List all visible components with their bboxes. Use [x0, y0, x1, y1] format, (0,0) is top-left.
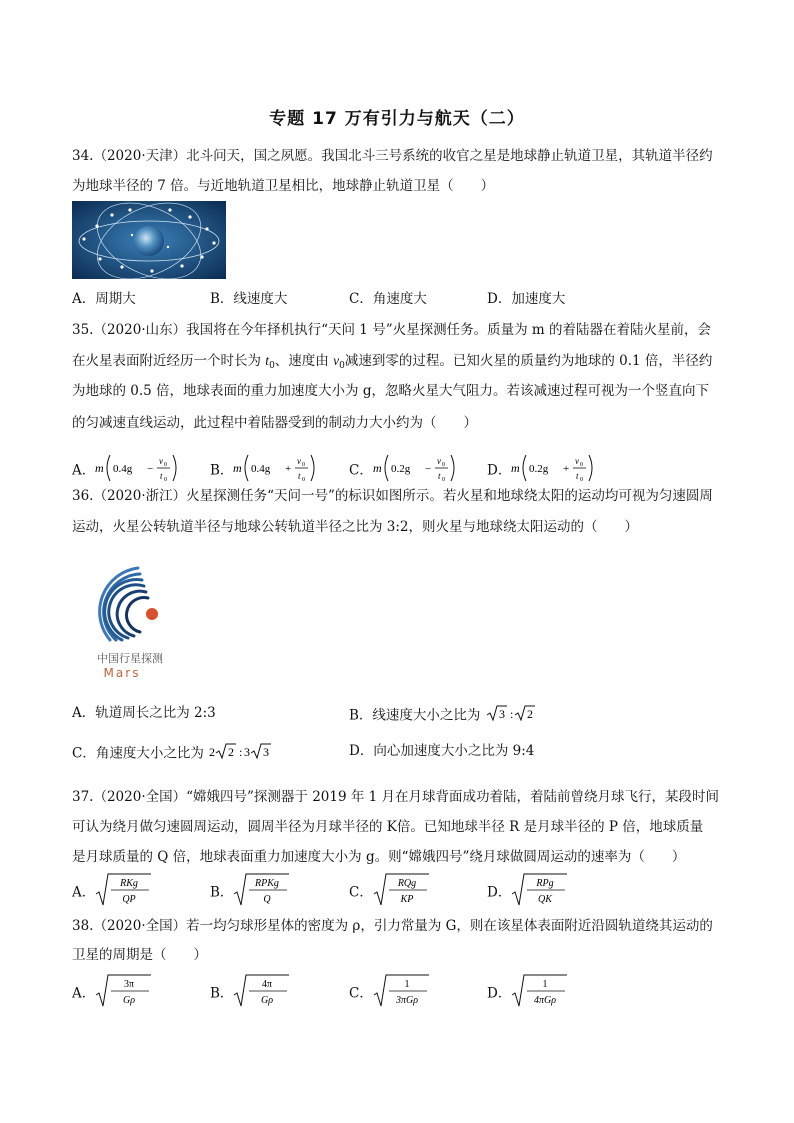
- q35-option-c[interactable]: [349, 451, 473, 491]
- q36-option-a[interactable]: A．轨道周长之比为 2:3: [72, 705, 216, 721]
- right-paren: [173, 455, 176, 481]
- q37-option-label: C．: [349, 884, 373, 901]
- q35-frac-num-sub: 0: [441, 462, 445, 468]
- q38-den: Gρ: [261, 995, 274, 1006]
- q34-line1: 34.（2020·天津）北斗问天，国之夙愿。我国北斗三号系统的收官之星是地球静止轨道卫星，其轨道半径约: [72, 148, 713, 164]
- q35-option-formula: [373, 451, 473, 491]
- q37-option-label: D．: [487, 884, 512, 901]
- q36-option-b[interactable]: [349, 703, 545, 729]
- q37-line3: 是月球质量的 Q 倍，地球表面重力加速度大小为 g。则“嫦娥四号”绕月球做圆周运动的速率为（ ）: [72, 849, 686, 865]
- q35-frac-den: t: [576, 471, 579, 481]
- q35-frac-den: t: [160, 471, 163, 481]
- q37-den: QP: [122, 894, 136, 905]
- q35-sign: +: [563, 463, 570, 475]
- left-paren: [245, 455, 248, 481]
- q38-option-label: C．: [349, 985, 373, 1002]
- q36-c-rad1: 2: [228, 745, 235, 759]
- q35-coef: 0.2g: [390, 463, 411, 475]
- right-paren: [311, 455, 314, 481]
- q38-num: 1: [404, 979, 410, 990]
- q35-option-formula: [95, 451, 195, 491]
- q35-coef: 0.4g: [251, 463, 271, 475]
- q38-option-c[interactable]: [349, 973, 435, 1015]
- satellite-orbit-figure: [72, 201, 226, 279]
- q35-frac-num: v: [297, 456, 302, 466]
- mars-icon: [146, 608, 158, 620]
- q35-option-label: B．: [210, 462, 234, 479]
- q35-coef: 0.4g: [113, 463, 133, 475]
- q35-line2: [72, 351, 722, 376]
- q35-t0-subscript: 0: [269, 361, 275, 371]
- q35-option-b[interactable]: [210, 451, 333, 491]
- q38-option-formula: [373, 973, 435, 1015]
- q38-num: 3π: [124, 979, 135, 990]
- q35-frac-num-sub: 0: [580, 462, 584, 468]
- q35-frac-num: v: [436, 456, 441, 466]
- q38-option-label: A．: [72, 985, 96, 1002]
- q35-line2-text-a: 在火星表面附近经历一个时长为: [72, 353, 266, 369]
- q37-num: RKg: [120, 878, 139, 889]
- q35-line2-text-b: 、速度由: [274, 353, 334, 369]
- q37-option-label: A．: [72, 884, 96, 901]
- q35-sign: +: [285, 463, 292, 475]
- q35-frac-num-sub: 0: [164, 462, 168, 468]
- q35-frac-den-sub: 0: [580, 477, 584, 483]
- q35-frac-den: t: [298, 471, 301, 481]
- q35-v0-subscript: 0: [339, 361, 345, 371]
- q37-option-formula: [233, 872, 295, 914]
- q36-option-c-text: C．角速度大小之比为: [72, 745, 209, 762]
- q35-mass-symbol: m: [372, 461, 382, 475]
- left-paren: [523, 455, 526, 481]
- q37-option-d[interactable]: [487, 872, 573, 914]
- q35-option-formula: [511, 451, 611, 491]
- q38-line1: 38.（2020·全国）若一均匀球形星体的密度为 ρ，引力常量为 G，则在该星体表面附近沿圆轨道绕其运动的: [72, 918, 713, 934]
- q36-line2: 运动，火星公转轨道半径与地球公转轨道半径之比为 3:2，则火星与地球绕太阳运动的（ ）: [72, 519, 639, 535]
- q36-b-rad2: 2: [526, 707, 533, 721]
- q36-option-c[interactable]: [72, 741, 274, 767]
- q36-line1: 36.（2020·浙江）火星探测任务“天问一号”的标识如图所示。若火星和地球绕太阳的运动均可视为匀速圆周: [72, 488, 713, 504]
- q37-option-c[interactable]: [349, 872, 435, 914]
- q38-option-formula: [511, 973, 573, 1015]
- q35-v0-symbol: v: [333, 353, 340, 368]
- svg-text:3: 3: [244, 745, 251, 759]
- q38-option-label: B．: [210, 985, 234, 1002]
- q35-mass-symbol: m: [233, 461, 243, 475]
- q34-option-a[interactable]: A．周期大: [72, 291, 136, 307]
- q38-option-a[interactable]: [72, 973, 157, 1015]
- q34-option-b[interactable]: B．线速度大: [210, 291, 288, 307]
- q35-frac-num-sub: 0: [302, 462, 306, 468]
- svg-text::: :: [239, 745, 243, 759]
- q37-den: Q: [263, 894, 272, 905]
- q38-den: 4πGρ: [534, 995, 557, 1006]
- q35-sign: −: [147, 463, 154, 475]
- q38-option-d[interactable]: [487, 973, 573, 1015]
- q38-den: Gρ: [123, 995, 136, 1006]
- q36-c-rad2: 3: [263, 745, 270, 759]
- q35-frac-den-sub: 0: [164, 477, 168, 483]
- right-paren: [589, 455, 592, 481]
- q35-option-d[interactable]: [487, 451, 611, 491]
- q37-line1: 37.（2020·全国）“嫦娥四号”探测器于 2019 年 1 月在月球背面成功着陆，着陆前曾绕月球飞行，某段时间: [72, 789, 720, 805]
- q35-frac-den-sub: 0: [302, 477, 306, 483]
- q35-frac-den-sub: 0: [441, 477, 445, 483]
- q37-option-a[interactable]: [72, 872, 157, 914]
- q35-sign: −: [424, 463, 432, 475]
- q38-option-formula: [95, 973, 157, 1015]
- q35-option-label: D．: [487, 462, 512, 479]
- q37-option-formula: [95, 872, 157, 914]
- q38-den: 3πGρ: [395, 995, 418, 1006]
- q38-num: 1: [542, 979, 548, 990]
- q37-option-formula: [373, 872, 435, 914]
- q35-frac-num: v: [159, 456, 164, 466]
- q35-option-a[interactable]: [72, 451, 195, 491]
- page-title: 专题 17 万有引力与航天（二）: [269, 109, 525, 129]
- q35-line1: 35.（2020·山东）我国将在今年择机执行“天问 1 号”火星探测任务。质量为 m 的着陆器在着陆火星前，会: [72, 322, 711, 338]
- q35-option-label: C．: [349, 462, 373, 479]
- q34-line2: 为地球半径的 7 倍。与近地轨道卫星相比，地球静止轨道卫星（ ）: [72, 178, 495, 194]
- svg-text::: :: [509, 707, 514, 721]
- q37-den: KP: [400, 894, 414, 905]
- q38-num: 4π: [262, 979, 273, 990]
- q37-option-formula: [511, 872, 573, 914]
- q36-b-rad1: 3: [498, 707, 505, 721]
- svg-text:2: 2: [209, 745, 216, 759]
- q35-line4: 的匀减速直线运动，此过程中着陆器受到的制动力大小约为（ ）: [72, 415, 477, 431]
- q38-option-label: D．: [487, 985, 512, 1002]
- q35-t0-symbol: t: [265, 353, 270, 368]
- q35-option-label: A．: [72, 462, 96, 479]
- q38-option-b[interactable]: [210, 973, 295, 1015]
- q37-den: QK: [538, 894, 553, 905]
- q35-frac-den: t: [437, 471, 441, 481]
- q35-option-formula: [233, 451, 333, 491]
- logo-en-text: Mars: [103, 666, 141, 680]
- q37-num: RPKg: [255, 878, 280, 889]
- q37-num: RPg: [536, 878, 554, 889]
- q36-option-d[interactable]: D．向心加速度大小之比为 9:4: [349, 743, 535, 759]
- q37-num: RQg: [397, 878, 417, 889]
- q37-line2: 可认为绕月做匀速圆周运动，圆周半径为月球半径的 K倍。已知地球半径 R 是月球半径的 P 倍，地球质量: [72, 819, 704, 835]
- q36-option-c-ratio: [208, 741, 274, 767]
- q37-option-b[interactable]: [210, 872, 295, 914]
- q36-option-b-text: B．线速度大小之比为: [349, 707, 485, 724]
- q35-frac-num: v: [575, 456, 580, 466]
- q35-mass-symbol: m: [95, 461, 104, 475]
- q34-option-d[interactable]: D．加速度大: [487, 291, 566, 307]
- q36-option-b-ratio: [485, 703, 545, 729]
- q34-option-c[interactable]: C．角速度大: [349, 291, 427, 307]
- q35-mass-symbol: m: [511, 461, 520, 475]
- q37-option-label: B．: [210, 884, 234, 901]
- left-paren: [385, 455, 388, 481]
- q38-line2: 卫星的周期是（ ）: [72, 947, 207, 963]
- q35-coef: 0.2g: [529, 463, 549, 475]
- q35-line3: 为地球的 0.5 倍，地球表面的重力加速度大小为 g，忽略火星大气阻力。若该减速过程可视为一个竖直向下: [72, 383, 709, 399]
- left-paren: [107, 455, 110, 481]
- mars-mission-logo: [80, 560, 180, 680]
- q35-line2-text-c: 减速到零的过程。已知火星的质量约为地球的 0.1 倍，半径约: [344, 353, 713, 369]
- q38-option-formula: [233, 973, 295, 1015]
- logo-cn-text: 中国行星探测: [97, 652, 163, 665]
- right-paren: [451, 455, 454, 481]
